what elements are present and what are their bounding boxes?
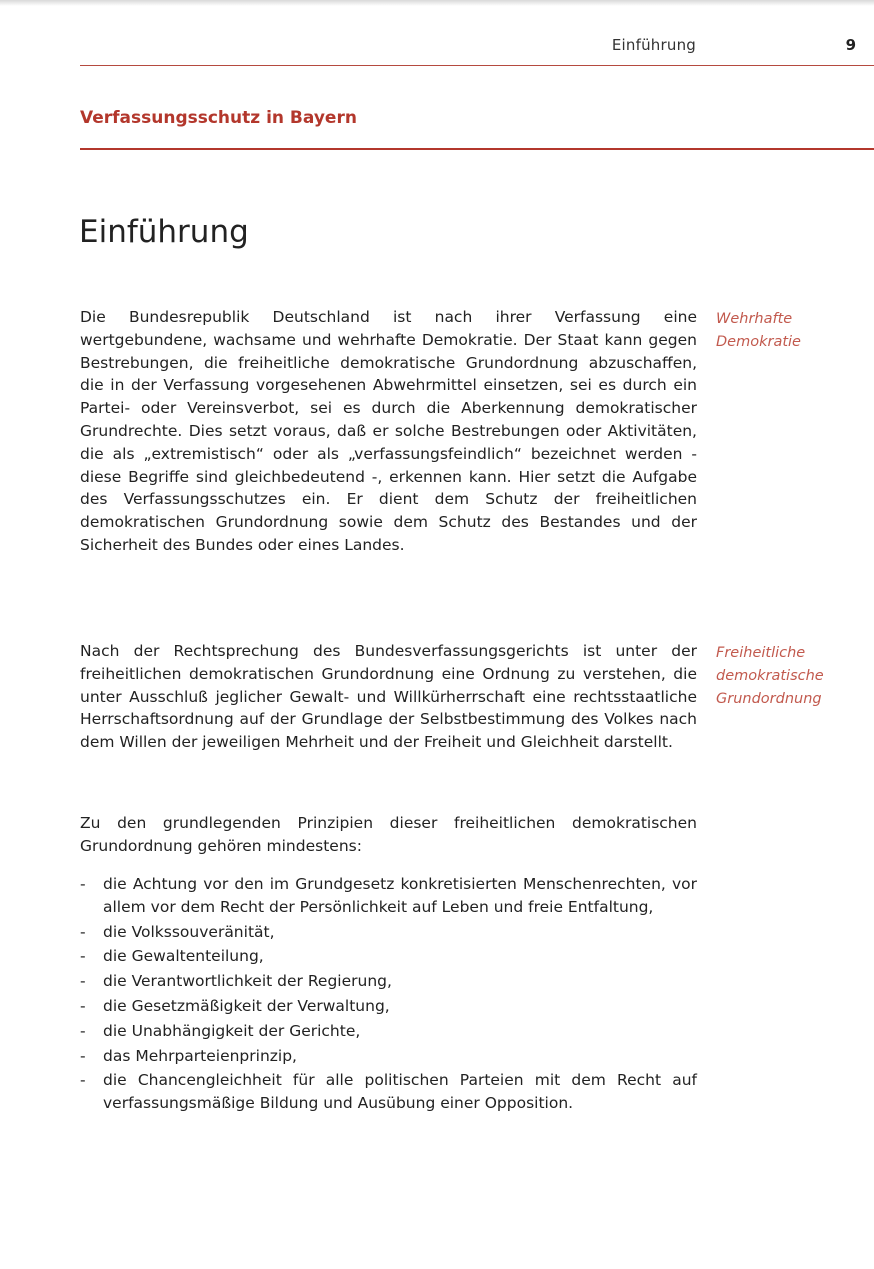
paragraph-text: Nach der Rechtsprechung des Bundesverfassungsgerichts ist unter der freiheitlichen demokratischen Grundordnung eine Ordnung zu verstehen, die unter Ausschluß jeglicher Gewalt- und Willkürherrschaft eine rechtsstaatliche Herrschaftsordnung auf der Grundlage der Selbstbestimmung des Volkes nach dem Willen der jeweiligen Mehrheit und der Freiheit und Gleichheit darstellt. bbox=[80, 642, 697, 752]
list-item bbox=[80, 873, 697, 919]
list-item-text: die Unabhängigkeit der Gerichte, bbox=[103, 1021, 361, 1040]
list-item-text: die Volkssouveränität, bbox=[103, 922, 275, 941]
marginal-note-wehrhafte-demokratie bbox=[716, 308, 866, 354]
marginal-note-line: Freiheitliche bbox=[716, 645, 806, 661]
list-item-text: das Mehrparteienprinzip, bbox=[103, 1046, 297, 1065]
list-item-text: die Gewaltenteilung, bbox=[103, 947, 264, 966]
list-item bbox=[80, 1045, 697, 1068]
marginal-note-line: Demokratie bbox=[716, 333, 801, 350]
list-dash: - bbox=[80, 1021, 86, 1040]
paragraph-wehrhafte-demokratie bbox=[80, 306, 697, 557]
list-dash: - bbox=[80, 972, 86, 991]
list-item bbox=[80, 1069, 697, 1115]
running-title: Einführung bbox=[611, 36, 696, 54]
paragraph-text: Die Bundesrepublik Deutschland ist nach ihrer Verfassung eine wertgebundene, wachsame und wehrhafte Demokratie. Der Staat kann gegen Bestrebungen, die freiheitliche demokratische Grundordnung abzuschaffen, die in der Verfassung vorgesehenen Abwehrmittel einsetzen, sei es durch ein Partei- oder Vereinsverbot, sei es durch die Aberkennung demokratischer Grundrechte. Dies setzt voraus, daß er solche Bestrebungen oder Aktivitäten, die als „extremistisch“ oder als „verfassungsfeindlich“ bezeichnet werden - diese Begriffe sind gleichbedeutend -, erkennen kann. Hier setzt die Aufgabe des Verfassungsschutzes ein. Er dient dem Schutz der freiheitlichen demokratischen Grundordnung sowie dem Schutz des Bestandes und der Sicherheit des Bundes oder eines Landes. bbox=[80, 308, 697, 554]
marginal-note-line: Wehrhafte bbox=[716, 311, 793, 327]
principles-list bbox=[80, 873, 697, 1117]
paragraph-principles-intro bbox=[80, 812, 697, 858]
list-dash: - bbox=[80, 1071, 86, 1090]
list-dash: - bbox=[80, 947, 86, 966]
section-rule bbox=[80, 148, 874, 150]
page-top-shadow bbox=[0, 0, 874, 6]
paragraph-text: Zu den grundlegenden Prinzipien dieser freiheitlichen demokratischen Grundordnung gehören mindestens: bbox=[80, 814, 697, 855]
page-number: 9 bbox=[845, 36, 856, 54]
list-item bbox=[80, 970, 697, 993]
list-item-text: die Chancengleichheit für alle politischen Parteien mit dem Recht auf verfassungsmäßige Bildung und Ausübung einer Opposition. bbox=[103, 1071, 697, 1113]
marginal-note-line: Grundordnung bbox=[716, 690, 822, 707]
list-item-text: die Gesetzmäßigkeit der Verwaltung, bbox=[103, 996, 390, 1015]
marginal-note-line: demokratische bbox=[716, 667, 824, 684]
list-dash: - bbox=[80, 996, 86, 1015]
marginal-note-fdgo bbox=[716, 642, 866, 710]
list-dash: - bbox=[80, 1046, 86, 1065]
header-rule bbox=[80, 65, 874, 66]
chapter-title: Einführung bbox=[79, 214, 249, 250]
list-item bbox=[80, 921, 697, 944]
paragraph-fdgo-definition bbox=[80, 640, 697, 754]
list-item bbox=[80, 1020, 697, 1043]
list-item-text: die Achtung vor den im Grundgesetz konkretisierten Menschenrechten, vor allem vor dem Recht der Persönlichkeit auf Leben und freie Entfaltung, bbox=[103, 875, 697, 916]
list-item-text: die Verantwortlichkeit der Regierung, bbox=[103, 972, 392, 991]
list-item bbox=[80, 945, 697, 968]
list-dash: - bbox=[80, 922, 86, 941]
section-label: Verfassungsschutz in Bayern bbox=[80, 108, 357, 128]
list-item bbox=[80, 995, 697, 1018]
list-dash: - bbox=[80, 875, 86, 893]
running-header bbox=[0, 36, 874, 60]
